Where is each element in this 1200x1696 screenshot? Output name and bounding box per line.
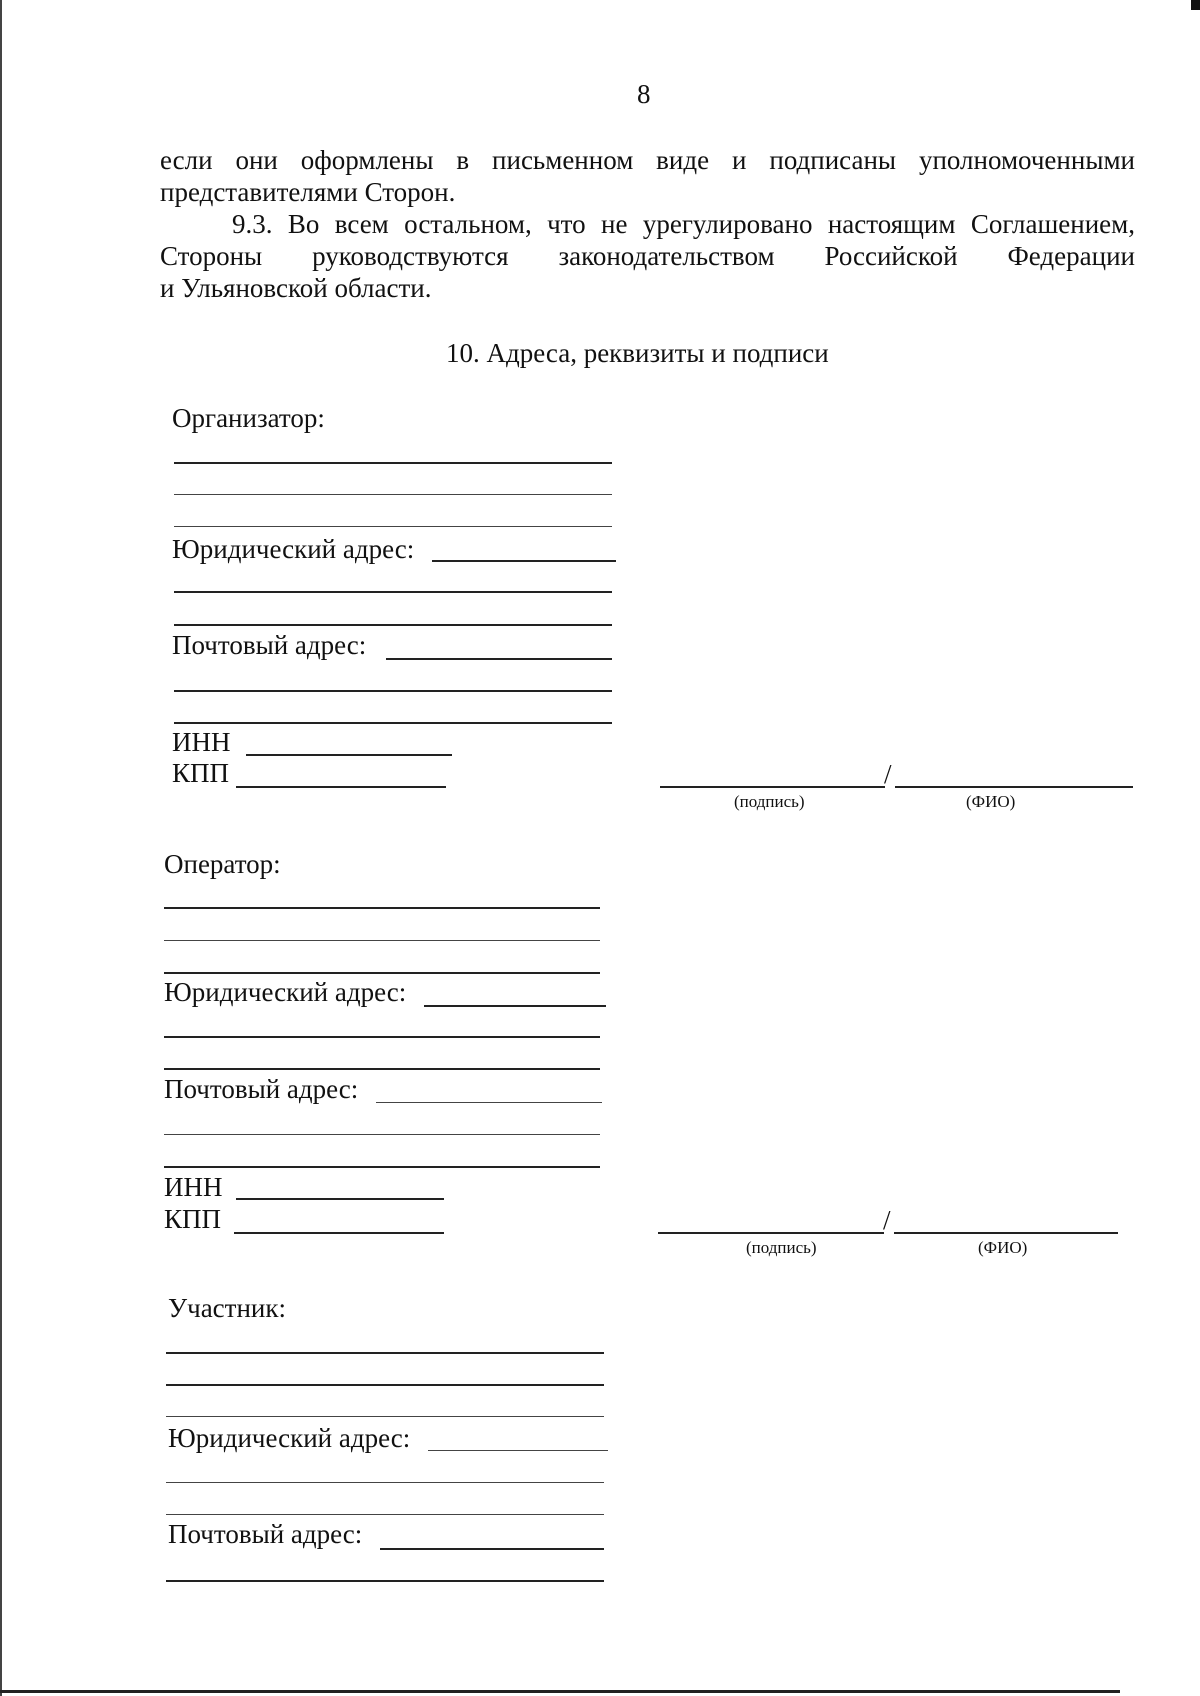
postal-address-label: Почтовый адрес: [172, 630, 367, 660]
scan-edge-bottom [0, 1690, 1120, 1693]
blank-line[interactable] [174, 690, 612, 692]
paragraph-line: представителями Сторон. [160, 177, 456, 207]
paragraph-line: если они оформлены в письменном виде и подписаны уполномоченными [160, 145, 1135, 175]
legal-address-line[interactable] [432, 560, 616, 562]
full-name-caption: (ФИО) [978, 1238, 1028, 1257]
blank-line[interactable] [174, 591, 612, 593]
legal-address-label: Юридический адрес: [168, 1423, 411, 1453]
inn-line[interactable] [236, 1198, 444, 1200]
section-title: 10. Адреса, реквизиты и подписи [446, 338, 829, 368]
inn-line[interactable] [246, 754, 452, 756]
signature-caption: (подпись) [734, 792, 805, 811]
blank-line[interactable] [166, 1514, 604, 1515]
postal-address-line[interactable] [376, 1102, 602, 1103]
scan-edge-right-top [1191, 0, 1200, 10]
party-heading: Участник: [168, 1293, 286, 1323]
blank-line[interactable] [174, 722, 612, 724]
blank-line[interactable] [174, 494, 612, 495]
full-name-line[interactable] [895, 786, 1133, 788]
signature-separator: / [884, 759, 892, 789]
inn-label: ИНН [164, 1172, 223, 1202]
signature-line[interactable] [658, 1232, 884, 1234]
kpp-label: КПП [172, 758, 230, 788]
blank-line[interactable] [174, 526, 612, 527]
blank-line[interactable] [164, 907, 600, 909]
paragraph-line: Стороны руководствуются законодательством Российской Федерации [160, 241, 1135, 271]
paragraph-line: и Ульяновской области. [160, 273, 432, 303]
scan-edge-left [0, 0, 2, 1696]
kpp-line[interactable] [236, 786, 446, 788]
legal-address-line[interactable] [428, 1450, 608, 1451]
party-heading: Оператор: [164, 849, 281, 879]
blank-line[interactable] [166, 1416, 604, 1417]
blank-line[interactable] [164, 940, 600, 941]
blank-line[interactable] [164, 972, 600, 974]
kpp-label: КПП [164, 1204, 222, 1234]
signature-separator: / [883, 1205, 891, 1235]
signature-line[interactable] [660, 786, 885, 788]
legal-address-label: Юридический адрес: [164, 977, 407, 1007]
full-name-caption: (ФИО) [966, 792, 1016, 811]
postal-address-label: Почтовый адрес: [164, 1074, 359, 1104]
blank-line[interactable] [166, 1352, 604, 1354]
postal-address-line[interactable] [386, 658, 612, 660]
page-number: 8 [637, 79, 651, 109]
blank-line[interactable] [166, 1580, 604, 1582]
blank-line[interactable] [164, 1036, 600, 1038]
postal-address-label: Почтовый адрес: [168, 1519, 363, 1549]
blank-line[interactable] [164, 1068, 600, 1070]
blank-line[interactable] [164, 1166, 600, 1168]
legal-address-label: Юридический адрес: [172, 534, 415, 564]
signature-caption: (подпись) [746, 1238, 817, 1257]
kpp-line[interactable] [234, 1232, 444, 1234]
blank-line[interactable] [166, 1384, 604, 1386]
party-heading: Организатор: [172, 403, 325, 433]
full-name-line[interactable] [894, 1232, 1118, 1234]
blank-line[interactable] [174, 462, 612, 464]
inn-label: ИНН [172, 727, 231, 757]
paragraph-line: 9.3. Во всем остальном, что не урегулировано настоящим Соглашением, [232, 209, 1135, 239]
blank-line[interactable] [174, 624, 612, 626]
legal-address-line[interactable] [424, 1005, 606, 1007]
blank-line[interactable] [166, 1482, 604, 1483]
blank-line[interactable] [164, 1134, 600, 1135]
postal-address-line[interactable] [380, 1548, 604, 1550]
